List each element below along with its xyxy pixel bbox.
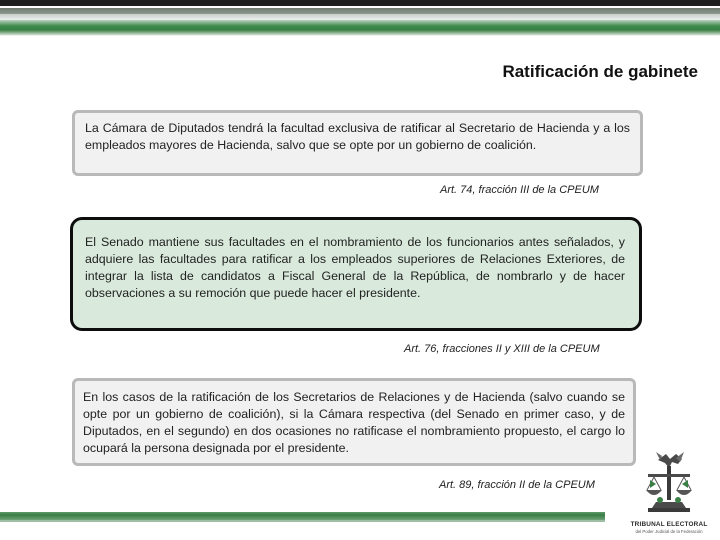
header-stripe-bar xyxy=(0,0,720,36)
citation-art-76: Art. 76, fracciones II y XIII de la CPEUM xyxy=(404,343,600,355)
text-box-content: El Senado mantiene sus facultades en el nombramiento de los funcionarios antes señalados, y adquiere las facultades para ratificar a los empleados superiores de Relaciones Exteriores, de integrar la lista de candidatos a Fiscal General de la República, de nombrarlo y de hacer observaciones a su remoción que puede hacer el presidente. xyxy=(85,235,625,300)
text-box-content: La Cámara de Diputados tendrá la facultad exclusiva de ratificar al Secretario de Hacienda y a los empleados mayores de Hacienda, salvo que se opte por un gobierno de coalición. xyxy=(85,121,630,152)
footer-stripe-bar xyxy=(0,512,605,520)
logo-subtitle: del Poder Judicial de la Federación xyxy=(635,529,703,534)
tribunal-electoral-logo xyxy=(628,450,710,536)
text-box-art-74 xyxy=(72,110,643,176)
tribunal-electoral-logo-icon xyxy=(636,450,702,520)
text-box-art-89 xyxy=(72,378,636,466)
logo-title: TRIBUNAL ELECTORAL xyxy=(630,521,708,528)
text-box-art-76 xyxy=(70,217,642,331)
citation-art-74: Art. 74, fracción III de la CPEUM xyxy=(440,184,599,196)
citation-art-89: Art. 89, fracción II de la CPEUM xyxy=(439,479,595,491)
text-box-content: En los casos de la ratificación de los Secretarios de Relaciones y de Hacienda (salvo cuando se opte por un gobierno de coalición), si la Cámara respectiva (del Senado en primer caso, y de Diputados, en el segundo) en dos ocasiones no ratificase el nombramiento propuesto, el cargo lo ocupará la persona designada por el presidente. xyxy=(83,390,625,455)
footer-stripe-line xyxy=(0,520,605,522)
page-title: Ratificación de gabinete xyxy=(502,62,698,81)
